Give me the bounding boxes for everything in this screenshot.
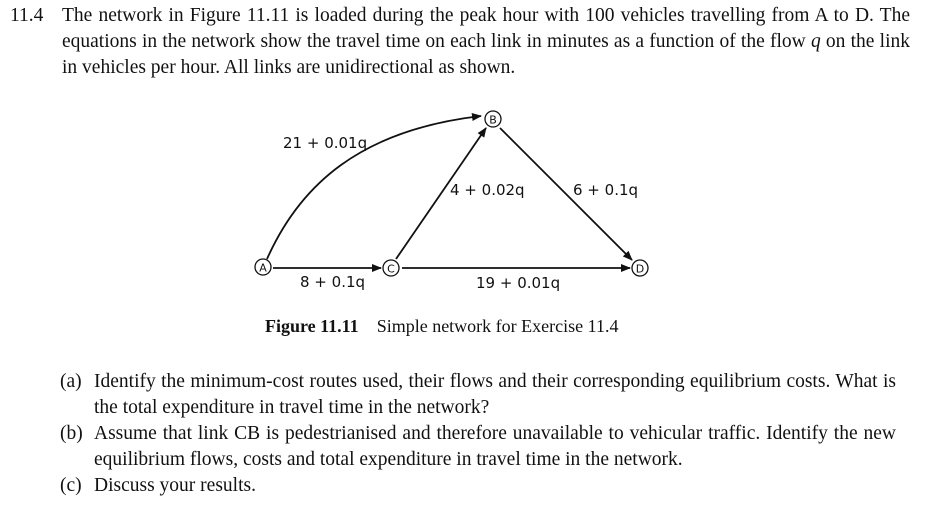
link-cd-cost: 19 + 0.01q	[476, 274, 561, 292]
node-a-label: A	[259, 261, 267, 275]
link-cb-cost: 4 + 0.02q	[450, 181, 525, 199]
figure-number: Figure 11.11	[265, 316, 359, 336]
figure-caption	[265, 316, 618, 337]
question-text: Assume that link CB is pedestrianised and therefore unavailable to vehicular traffic. Identify the new equilibrium flows, costs and total expenditure in travel time in the network.	[94, 423, 896, 470]
link-ac-cost: 8 + 0.1q	[300, 273, 366, 291]
question-c	[60, 473, 896, 499]
exercise-text-part1: The network in Figure 11.11 is loaded during the peak hour with 100 vehicles travelling from A to D. The equations in the network show the travel time on each link in minutes as a function of the flow	[62, 5, 910, 52]
question-text: Identify the minimum-cost routes used, their flows and their corresponding equilibrium costs. What is the total expenditure in travel time in the network?	[94, 371, 896, 418]
question-label: (c)	[60, 475, 82, 496]
question-text: Discuss your results.	[94, 475, 256, 496]
flow-variable: q	[810, 31, 821, 52]
node-d-label: D	[635, 262, 645, 276]
question-label: (a)	[60, 371, 82, 392]
node-b	[485, 111, 501, 127]
question-list	[60, 369, 896, 499]
question-b	[60, 421, 896, 473]
figure-caption-text: Simple network for Exercise 11.4	[376, 316, 619, 336]
link-bd-cost: 6 + 0.1q	[573, 181, 639, 199]
question-a	[60, 369, 896, 421]
link-ab-cost: 21 + 0.01q	[283, 134, 368, 152]
node-c-label: C	[387, 262, 395, 276]
node-a	[255, 259, 271, 275]
exercise-text-part2: on the link in vehicles per hour. All links are unidirectional as shown.	[62, 31, 910, 78]
exercise-number: 11.4	[10, 5, 44, 26]
question-label: (b)	[60, 423, 83, 444]
node-d	[632, 260, 648, 276]
node-c	[383, 260, 399, 276]
node-b-label: B	[489, 113, 497, 127]
